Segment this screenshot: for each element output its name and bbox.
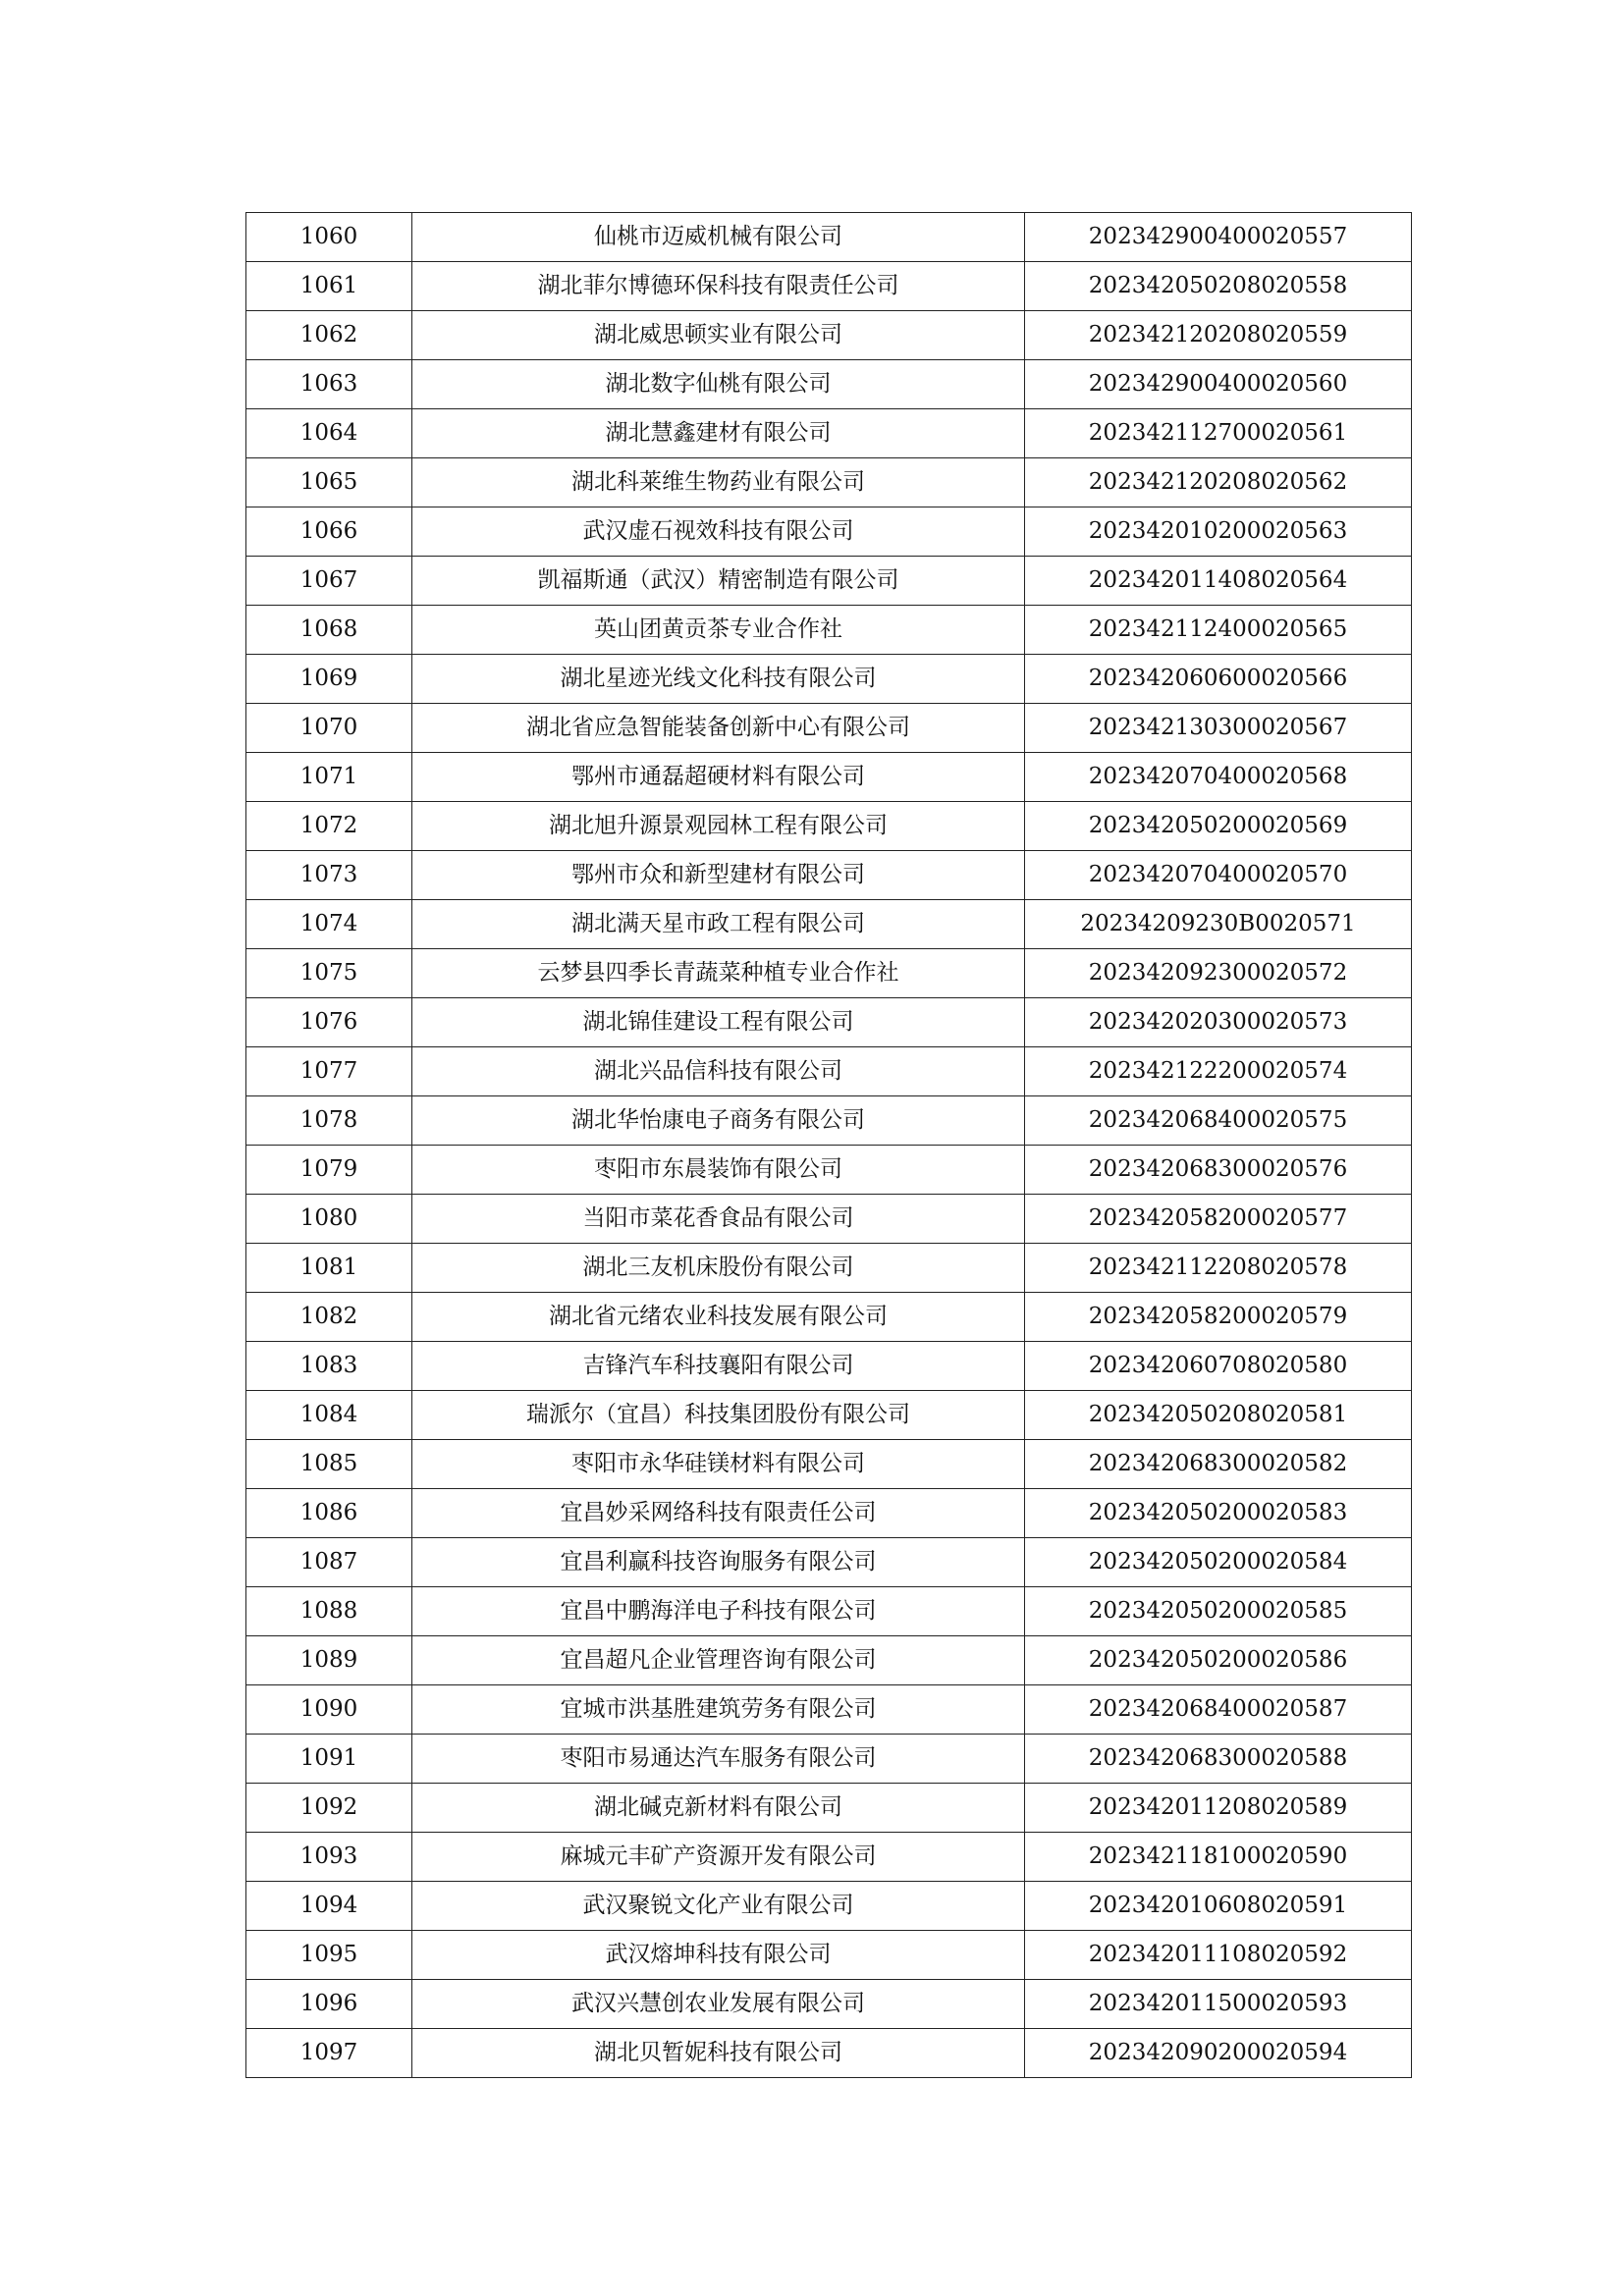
registration-code: 202342011108020592 — [1025, 1931, 1412, 1980]
table-row — [246, 704, 1412, 753]
company-name: 湖北科莱维生物药业有限公司 — [412, 458, 1025, 507]
registration-code: 202342068300020582 — [1025, 1440, 1412, 1489]
table-row — [246, 1440, 1412, 1489]
registration-code: 202342900400020560 — [1025, 360, 1412, 409]
table-row — [246, 1784, 1412, 1833]
row-number: 1097 — [246, 2029, 412, 2078]
company-name: 湖北兴品信科技有限公司 — [412, 1047, 1025, 1096]
registration-code: 202342050208020581 — [1025, 1391, 1412, 1440]
registration-code: 202342010200020563 — [1025, 507, 1412, 557]
row-number: 1095 — [246, 1931, 412, 1980]
row-number: 1063 — [246, 360, 412, 409]
row-number: 1067 — [246, 557, 412, 606]
company-name: 武汉熔坤科技有限公司 — [412, 1931, 1025, 1980]
row-number: 1068 — [246, 606, 412, 655]
table-row — [246, 1146, 1412, 1195]
row-number: 1081 — [246, 1244, 412, 1293]
row-number: 1064 — [246, 409, 412, 458]
registration-code: 202342068300020588 — [1025, 1735, 1412, 1784]
registration-code: 202342011500020593 — [1025, 1980, 1412, 2029]
table-row — [246, 753, 1412, 802]
registration-code: 202342112400020565 — [1025, 606, 1412, 655]
company-name: 湖北省元绪农业科技发展有限公司 — [412, 1293, 1025, 1342]
row-number: 1074 — [246, 900, 412, 949]
company-name: 鄂州市众和新型建材有限公司 — [412, 851, 1025, 900]
registration-code: 202342011208020589 — [1025, 1784, 1412, 1833]
table-row — [246, 1293, 1412, 1342]
registration-code: 202342070400020568 — [1025, 753, 1412, 802]
table-body — [246, 213, 1412, 2078]
row-number: 1096 — [246, 1980, 412, 2029]
company-name: 枣阳市东晨装饰有限公司 — [412, 1146, 1025, 1195]
row-number: 1077 — [246, 1047, 412, 1096]
table-row — [246, 606, 1412, 655]
company-name: 枣阳市易通达汽车服务有限公司 — [412, 1735, 1025, 1784]
registration-code: 202342010608020591 — [1025, 1882, 1412, 1931]
row-number: 1079 — [246, 1146, 412, 1195]
company-name: 枣阳市永华硅镁材料有限公司 — [412, 1440, 1025, 1489]
table-row — [246, 802, 1412, 851]
company-name: 鄂州市通磊超硬材料有限公司 — [412, 753, 1025, 802]
company-name: 湖北菲尔博德环保科技有限责任公司 — [412, 262, 1025, 311]
registration-code: 202342011408020564 — [1025, 557, 1412, 606]
row-number: 1072 — [246, 802, 412, 851]
registration-code: 202342068400020587 — [1025, 1685, 1412, 1735]
registration-code: 202342058200020579 — [1025, 1293, 1412, 1342]
table-row — [246, 851, 1412, 900]
row-number: 1087 — [246, 1538, 412, 1587]
company-name: 湖北贝暂妮科技有限公司 — [412, 2029, 1025, 2078]
registration-code: 202342120208020559 — [1025, 311, 1412, 360]
company-name: 英山团黄贡茶专业合作社 — [412, 606, 1025, 655]
row-number: 1060 — [246, 213, 412, 262]
company-name: 武汉兴慧创农业发展有限公司 — [412, 1980, 1025, 2029]
table-row — [246, 311, 1412, 360]
table-row — [246, 1685, 1412, 1735]
registration-code: 202342120208020562 — [1025, 458, 1412, 507]
row-number: 1088 — [246, 1587, 412, 1636]
table-row — [246, 360, 1412, 409]
table-row — [246, 1833, 1412, 1882]
company-name: 武汉虚石视效科技有限公司 — [412, 507, 1025, 557]
table-row — [246, 1980, 1412, 2029]
registration-code: 202342068300020576 — [1025, 1146, 1412, 1195]
company-name: 湖北满天星市政工程有限公司 — [412, 900, 1025, 949]
row-number: 1085 — [246, 1440, 412, 1489]
table-row — [246, 1587, 1412, 1636]
row-number: 1092 — [246, 1784, 412, 1833]
row-number: 1089 — [246, 1636, 412, 1685]
company-name: 湖北威思顿实业有限公司 — [412, 311, 1025, 360]
table-row — [246, 1096, 1412, 1146]
row-number: 1094 — [246, 1882, 412, 1931]
registration-code: 202342118100020590 — [1025, 1833, 1412, 1882]
row-number: 1062 — [246, 311, 412, 360]
registration-code: 202342050200020585 — [1025, 1587, 1412, 1636]
company-name: 湖北华怡康电子商务有限公司 — [412, 1096, 1025, 1146]
company-name: 宜昌超凡企业管理咨询有限公司 — [412, 1636, 1025, 1685]
registration-code: 202342050200020586 — [1025, 1636, 1412, 1685]
company-name: 湖北碱克新材料有限公司 — [412, 1784, 1025, 1833]
company-name: 当阳市菜花香食品有限公司 — [412, 1195, 1025, 1244]
row-number: 1083 — [246, 1342, 412, 1391]
company-name: 武汉聚锐文化产业有限公司 — [412, 1882, 1025, 1931]
company-name: 云梦县四季长青蔬菜种植专业合作社 — [412, 949, 1025, 998]
table-row — [246, 998, 1412, 1047]
table-row — [246, 949, 1412, 998]
row-number: 1066 — [246, 507, 412, 557]
row-number: 1080 — [246, 1195, 412, 1244]
registration-code: 20234209230B0020571 — [1025, 900, 1412, 949]
registration-code: 202342900400020557 — [1025, 213, 1412, 262]
company-name: 湖北锦佳建设工程有限公司 — [412, 998, 1025, 1047]
registration-code: 202342112700020561 — [1025, 409, 1412, 458]
table-row — [246, 262, 1412, 311]
table-row — [246, 1047, 1412, 1096]
row-number: 1078 — [246, 1096, 412, 1146]
row-number: 1076 — [246, 998, 412, 1047]
table-row — [246, 458, 1412, 507]
row-number: 1075 — [246, 949, 412, 998]
registration-code: 202342058200020577 — [1025, 1195, 1412, 1244]
company-name: 湖北星迹光线文化科技有限公司 — [412, 655, 1025, 704]
table-row — [246, 1195, 1412, 1244]
table-row — [246, 655, 1412, 704]
company-name: 麻城元丰矿产资源开发有限公司 — [412, 1833, 1025, 1882]
company-name: 湖北省应急智能装备创新中心有限公司 — [412, 704, 1025, 753]
table-row — [246, 507, 1412, 557]
table-row — [246, 2029, 1412, 2078]
row-number: 1091 — [246, 1735, 412, 1784]
row-number: 1093 — [246, 1833, 412, 1882]
registration-code: 202342130300020567 — [1025, 704, 1412, 753]
company-name: 湖北三友机床股份有限公司 — [412, 1244, 1025, 1293]
row-number: 1065 — [246, 458, 412, 507]
row-number: 1084 — [246, 1391, 412, 1440]
table-row — [246, 1636, 1412, 1685]
company-name: 湖北慧鑫建材有限公司 — [412, 409, 1025, 458]
registration-code: 202342068400020575 — [1025, 1096, 1412, 1146]
company-name: 吉锋汽车科技襄阳有限公司 — [412, 1342, 1025, 1391]
company-name: 仙桃市迈威机械有限公司 — [412, 213, 1025, 262]
registration-code: 202342112208020578 — [1025, 1244, 1412, 1293]
registration-code: 202342090200020594 — [1025, 2029, 1412, 2078]
row-number: 1086 — [246, 1489, 412, 1538]
company-name: 宜昌妙采网络科技有限责任公司 — [412, 1489, 1025, 1538]
row-number: 1071 — [246, 753, 412, 802]
row-number: 1073 — [246, 851, 412, 900]
registration-code: 202342050208020558 — [1025, 262, 1412, 311]
registration-code: 202342050200020584 — [1025, 1538, 1412, 1587]
table-row — [246, 1489, 1412, 1538]
registration-code: 202342070400020570 — [1025, 851, 1412, 900]
registration-code: 202342122200020574 — [1025, 1047, 1412, 1096]
table-row — [246, 1391, 1412, 1440]
company-name: 湖北旭升源景观园林工程有限公司 — [412, 802, 1025, 851]
registration-code: 202342020300020573 — [1025, 998, 1412, 1047]
table-row — [246, 1342, 1412, 1391]
registration-code: 202342060708020580 — [1025, 1342, 1412, 1391]
enterprise-registry-table — [245, 212, 1412, 2078]
registration-code: 202342050200020583 — [1025, 1489, 1412, 1538]
table-row — [246, 409, 1412, 458]
table-row — [246, 557, 1412, 606]
row-number: 1090 — [246, 1685, 412, 1735]
row-number: 1082 — [246, 1293, 412, 1342]
table-row — [246, 1735, 1412, 1784]
row-number: 1070 — [246, 704, 412, 753]
table-row — [246, 1538, 1412, 1587]
company-name: 宜城市洪基胜建筑劳务有限公司 — [412, 1685, 1025, 1735]
registration-code: 202342060600020566 — [1025, 655, 1412, 704]
table-row — [246, 1882, 1412, 1931]
row-number: 1069 — [246, 655, 412, 704]
company-name: 宜昌中鹏海洋电子科技有限公司 — [412, 1587, 1025, 1636]
company-name: 宜昌利赢科技咨询服务有限公司 — [412, 1538, 1025, 1587]
registration-code: 202342050200020569 — [1025, 802, 1412, 851]
company-name: 凯福斯通（武汉）精密制造有限公司 — [412, 557, 1025, 606]
company-name: 湖北数字仙桃有限公司 — [412, 360, 1025, 409]
row-number: 1061 — [246, 262, 412, 311]
company-name: 瑞派尔（宜昌）科技集团股份有限公司 — [412, 1391, 1025, 1440]
table-row — [246, 900, 1412, 949]
registration-code: 202342092300020572 — [1025, 949, 1412, 998]
table-row — [246, 1931, 1412, 1980]
table-row — [246, 213, 1412, 262]
table-row — [246, 1244, 1412, 1293]
